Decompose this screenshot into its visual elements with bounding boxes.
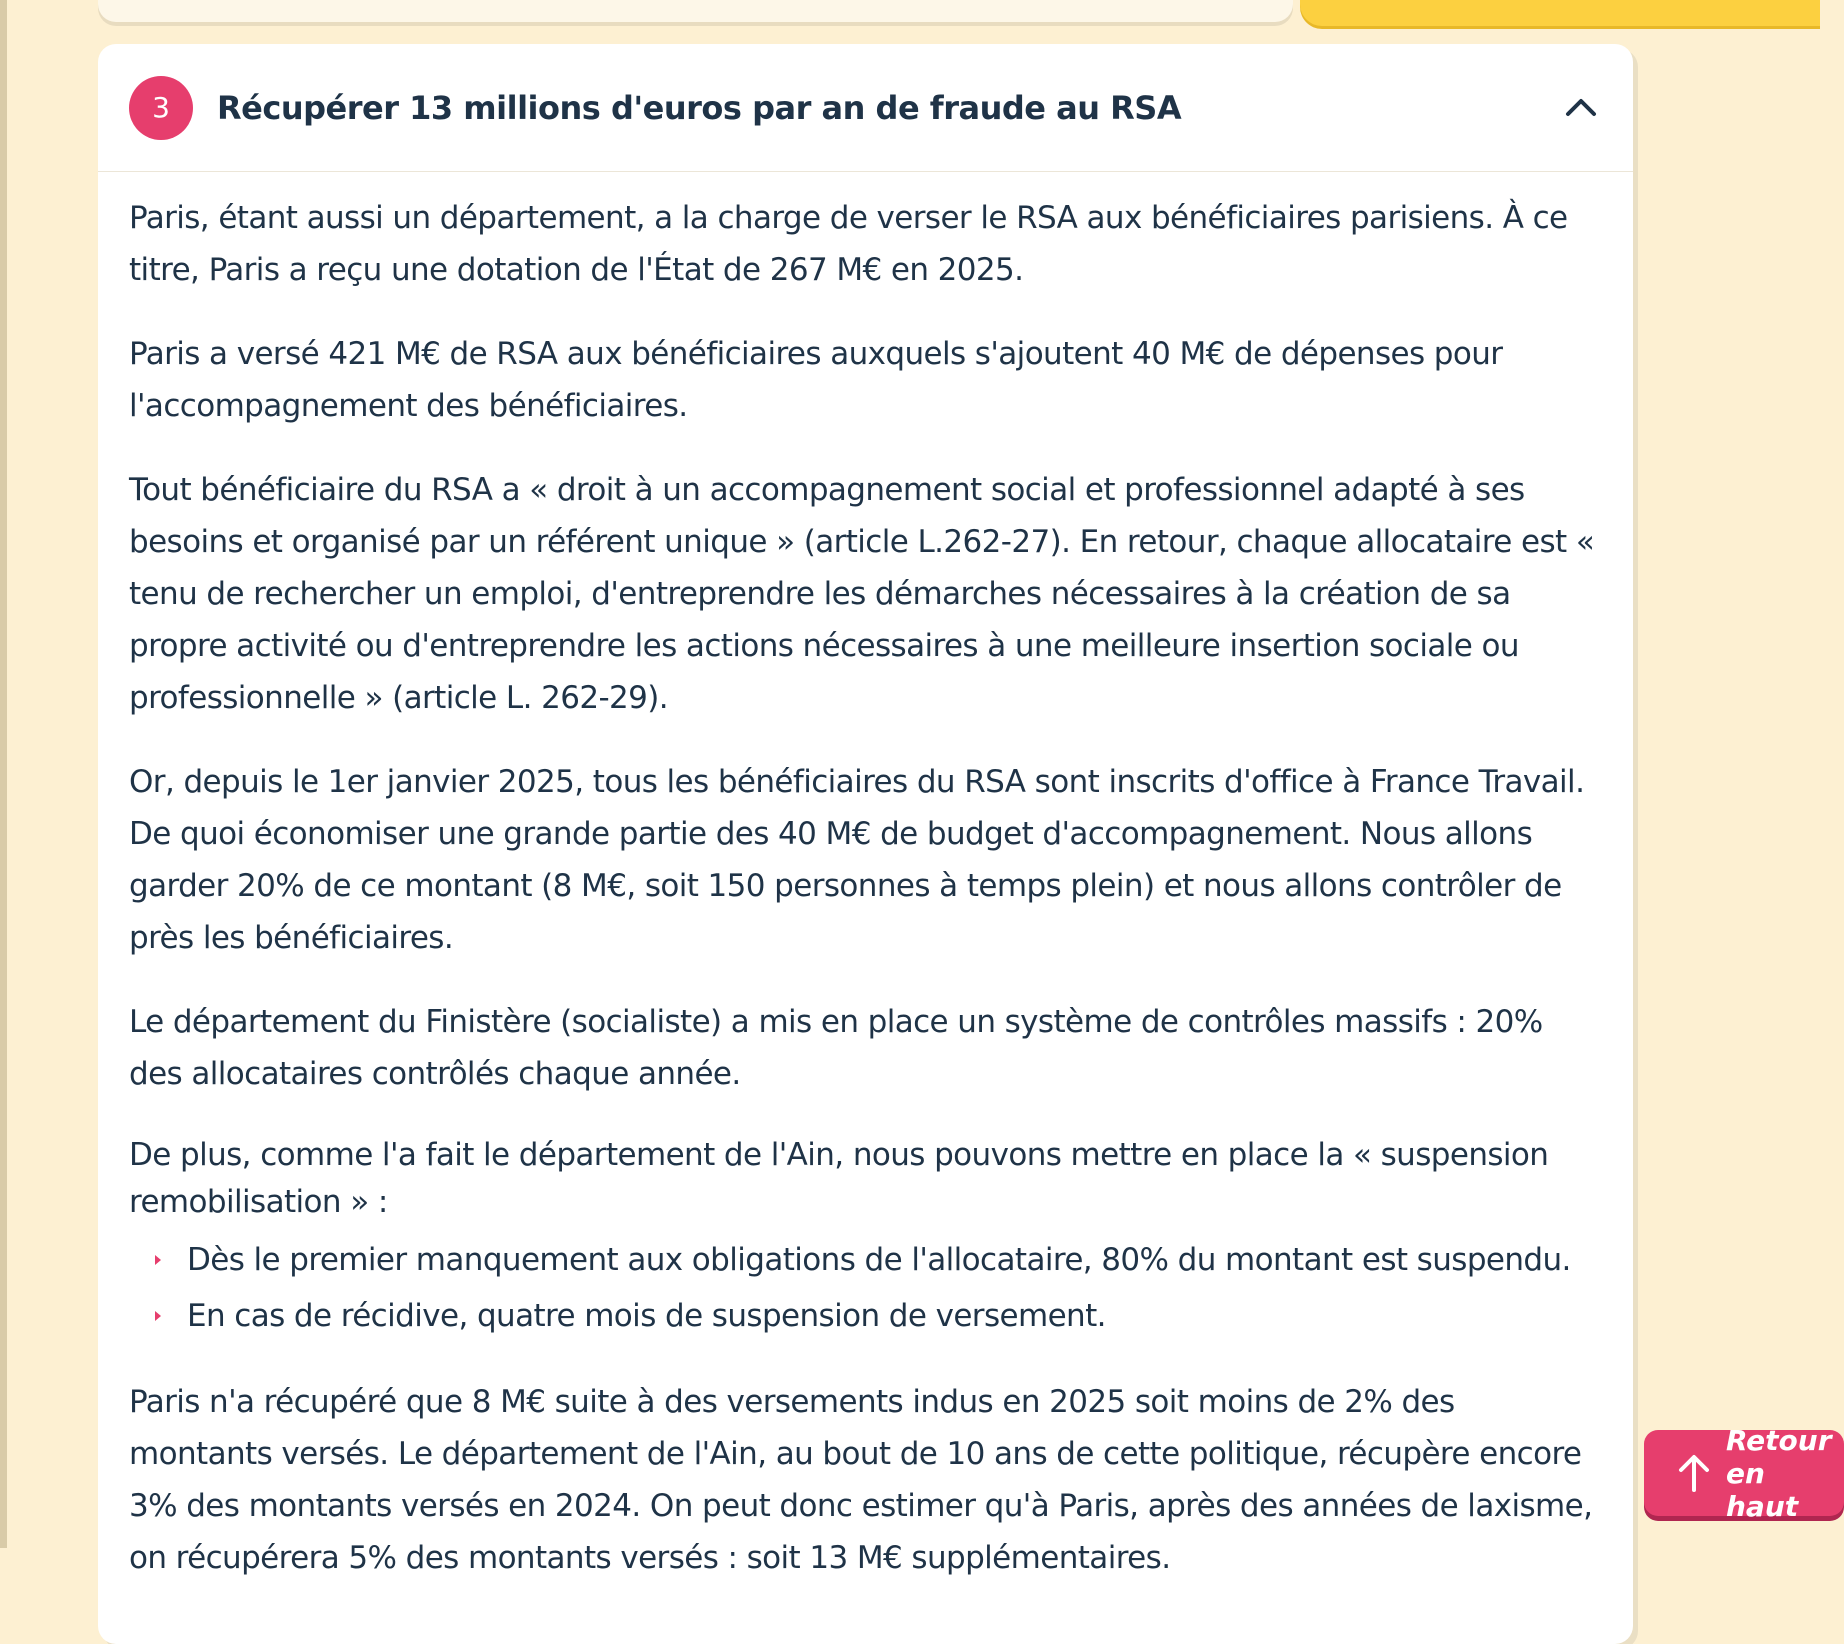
- list-item: Dès le premier manquement aux obligations de l'allocataire, 80% du montant est suspendu.: [155, 1232, 1603, 1288]
- chevron-up-icon[interactable]: [1559, 86, 1603, 130]
- left-edge-divider: [0, 0, 7, 1548]
- header-tab[interactable]: [1300, 0, 1820, 26]
- accordion-content: [98, 192, 1633, 1584]
- arrow-up-icon: [1676, 1453, 1712, 1493]
- back-to-top-label: Retour en haut: [1726, 1423, 1832, 1523]
- section-title: Récupérer 13 millions d'euros par an de fraude au RSA: [217, 88, 1182, 127]
- list-intro: De plus, comme l'a fait le département de l'Ain, nous pouvons mettre en place la « suspension remobilisation » :: [129, 1137, 1549, 1220]
- section-number-badge: 3: [129, 76, 193, 140]
- paragraph: Tout bénéficiaire du RSA a « droit à un accompagnement social et professionnel adapté à ses besoins et organisé par un référent unique » (article L.262-27). En retour, chaque allocataire est « tenu de rechercher un emploi, d'entreprendre les démarches nécessaires à la création de sa propre activité ou d'entreprendre les actions nécessaires à une meilleure insertion sociale ou professionnelle » (article L. 262-29).: [129, 472, 1595, 716]
- back-to-top-button[interactable]: [1644, 1423, 1844, 1523]
- paragraph: Paris a versé 421 M€ de RSA aux bénéficiaires auxquels s'ajoutent 40 M€ de dépenses pour l'accompagnement des bénéficiaires.: [129, 336, 1503, 424]
- previous-accordion-item[interactable]: [98, 0, 1293, 22]
- paragraph: Le département du Finistère (socialiste) a mis en place un système de contrôles massifs : 20% des allocataires contrôlés chaque année.: [129, 1004, 1543, 1092]
- list-item: En cas de récidive, quatre mois de suspension de versement.: [155, 1288, 1603, 1344]
- accordion-header[interactable]: [98, 44, 1633, 172]
- paragraph: Paris, étant aussi un département, a la charge de verser le RSA aux bénéficiaires parisiens. À ce titre, Paris a reçu une dotation de l'État de 267 M€ en 2025.: [129, 200, 1568, 288]
- accordion-item-3: [98, 44, 1633, 1644]
- bullet-list: [129, 1232, 1603, 1344]
- closing-paragraph: Paris n'a récupéré que 8 M€ suite à des versements indus en 2025 soit moins de 2% des montants versés. Le département de l'Ain, au bout de 10 ans de cette politique, récupère encore 3% des montants versés en 2024. On peut donc estimer qu'à Paris, après des années de laxisme, on récupérera 5% des montants versés : soit 13 M€ supplémentaires.: [129, 1384, 1593, 1576]
- paragraph: Or, depuis le 1er janvier 2025, tous les bénéficiaires du RSA sont inscrits d'office à France Travail. De quoi économiser une grande partie des 40 M€ de budget d'accompagnement. Nous allons garder 20% de ce montant (8 M€, soit 150 personnes à temps plein) et nous allons contrôler de près les bénéficiaires.: [129, 764, 1585, 956]
